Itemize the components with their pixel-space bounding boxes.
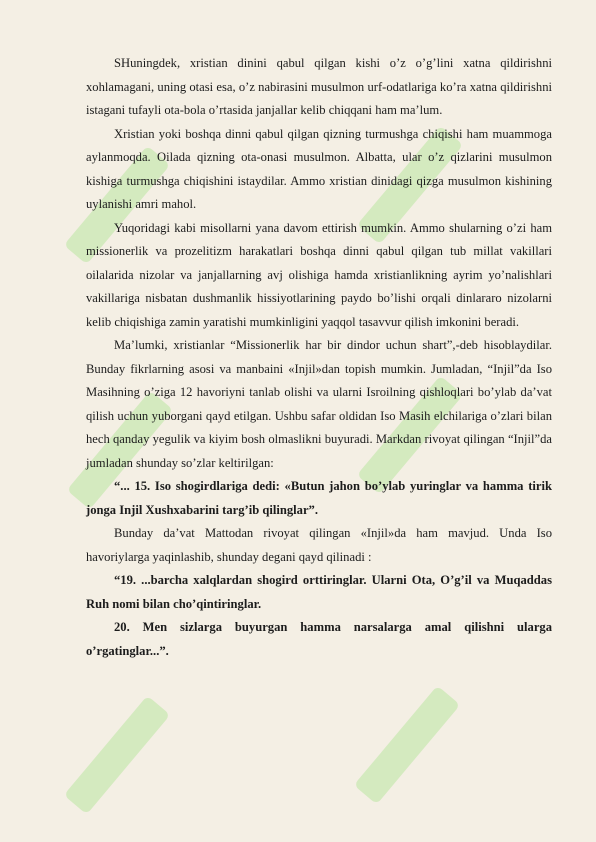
paragraph-4: Ma’lumki, xristianlar “Missionerlik har bir dindor uchun shart”,-deb hisoblaydilar. Bunday fikrlarning asosi va manbaini «Injil»dan topish mumkin. Jumladan, “Injil”da Iso Masihning o’ziga 12 havoriyni tanlab olishi va ularni Isroilning qishloqlari bo’ylab da’vat qilish uchun yuborgani qayd etilgan. Ushbu safar oldidan Iso Masih elchilariga o’zlari bilan hech qanday yegulik va kiyim bosh olmaslikni buyuradi. Markdan rivoyat qilingan “Injil”da jumladan shunday so’zlar keltirilgan: [86, 338, 552, 470]
watermark-stripe [354, 686, 461, 805]
quote-2: “19. ...barcha xalqlardan shogird orttiringlar. Ularni Ota, O’g’il va Muqaddas Ruh nomi bilan cho’qintiringlar. [86, 573, 552, 611]
paragraph-3: Yuqoridagi kabi misollarni yana davom ettirish mumkin. Ammo shularning o’zi ham missionerlik va prozelitizm harakatlari boshqa dinni qabul qilgan tub millat vakillari oilalarida nizolar va janjallarning avj olishiga hamda xristianlikning ayrim yo’nalishlari vakillariga nisbatan dushmanlik hissiyotlarining paydo bo’lishi orqali dinlararo nizolarni kelib chiqishiga zamin yaratishi mumkinligini yaqqol tasavvur qilish imkonini beradi. [86, 220, 552, 329]
quote-1: “... 15. Iso shogirdlariga dedi: «Butun jahon bo’ylab yuringlar va hamma tirik jonga Injil Xushxabarini targ’ib qilinglar”. [86, 479, 552, 517]
paragraph-2: Xristian yoki boshqa dinni qabul qilgan qizning turmushga chiqishi ham muammoga aylanmoqda. Oilada qizning ota-onasi musulmon. Albatta, ular o’z qizlarini musulmon kishiga turmushga chiqishini istaydilar. Ammo xristian dinidagi qizga musulmon kishining uylanishi amri mahol. [86, 126, 552, 211]
paragraph-1: SHuningdek, xristian dinini qabul qilgan kishi o’z o’g’lini xatna qildirishni xohlamagani, uning otasi esa, o’z nabirasini musulmon urf-odatlariga ko’ra xatna qildirishni istagani tufayli ota-bola o’rtasida janjallar kelib chiqqani ham ma’lum. [86, 56, 552, 117]
document-body [86, 52, 552, 663]
paragraph-5: Bunday da’vat Mattodan rivoyat qilingan «Injil»da ham mavjud. Unda Iso havoriylarga yaqinlashib, shunday degani qayd qilinadi : [86, 526, 552, 564]
watermark-stripe [64, 696, 171, 815]
quote-3: 20. Men sizlarga buyurgan hamma narsalarga amal qilishni ularga o’rgatinglar...”. [86, 620, 552, 658]
